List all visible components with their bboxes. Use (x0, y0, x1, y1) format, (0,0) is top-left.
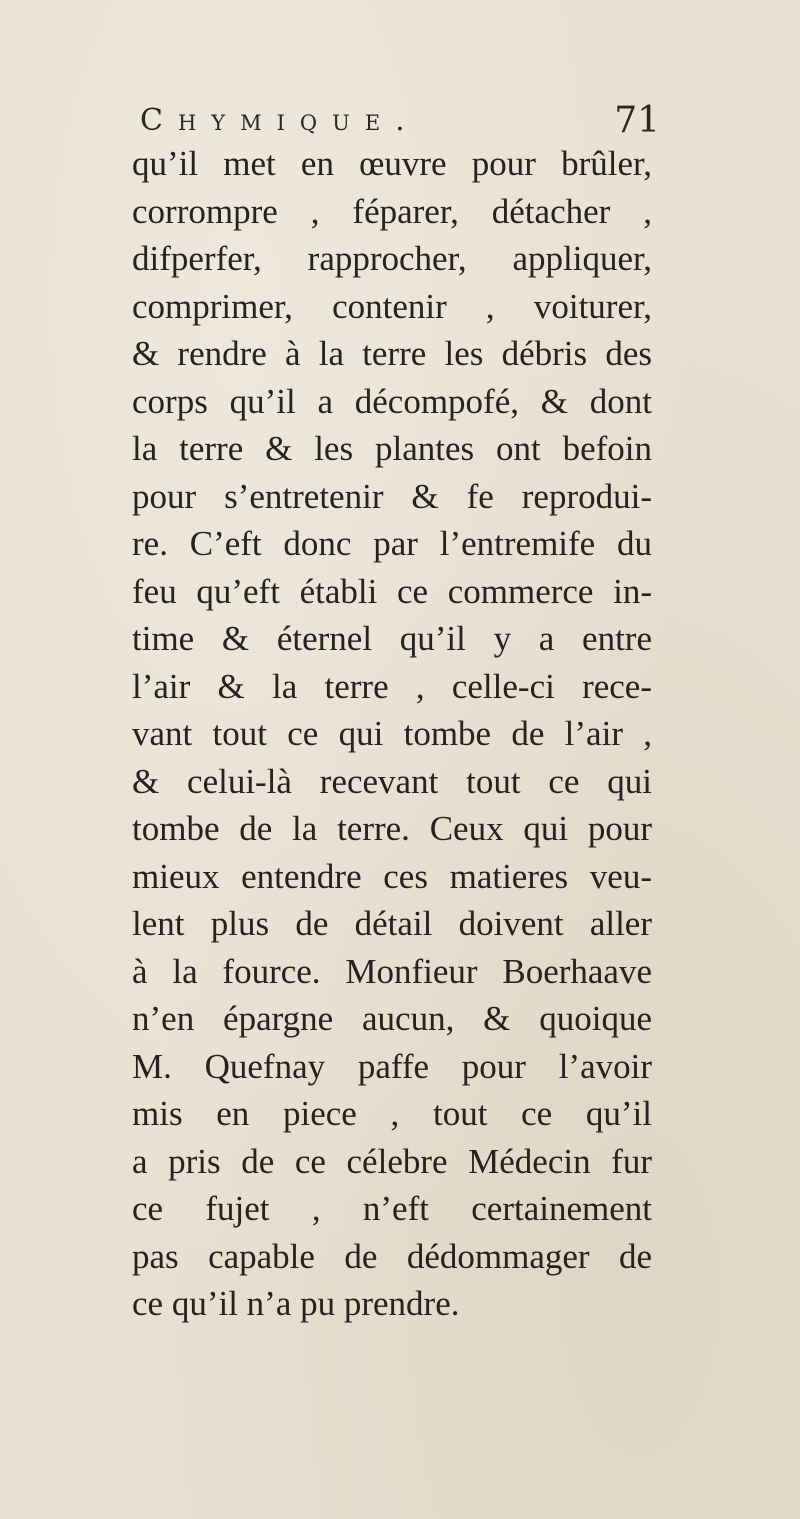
text-line: corrompre , féparer, détacher , (132, 191, 652, 231)
text-line: l’air & la terre , celle-ci rece- (132, 666, 652, 706)
text-line: ce fujet , n’eft certainement (132, 1189, 652, 1228)
text-line: mis en piece , tout ce qu’il (132, 1094, 652, 1133)
body-text (132, 140, 652, 1328)
text-line: corps qu’il a décompofé, & dont (132, 381, 652, 421)
text-line: & celui-là recevant tout ce qui (132, 761, 652, 801)
text-line: ce qu’il n’a pu prendre. (132, 1284, 460, 1323)
text-line: a pris de ce célebre Médecin fur (132, 1141, 652, 1181)
text-line: lent plus de détail doivent aller (132, 904, 652, 943)
text-line: pas capable de dédommager de (132, 1236, 652, 1276)
text-line: pour s’entretenir & fe reprodui- (132, 476, 652, 516)
page-number: 71 (614, 100, 660, 141)
running-title: Chymique. (140, 103, 420, 138)
text-line: qu’il met en œuvre pour brûler, (132, 144, 652, 183)
text-line: & rendre à la terre les débris des (132, 334, 652, 373)
text-line: M. Quefnay paffe pour l’avoir (132, 1046, 652, 1086)
text-line: à la fource. Monfieur Boerhaave (132, 951, 652, 991)
text-line: tombe de la terre. Ceux qui pour (132, 809, 652, 848)
text-line: difperfer, rapprocher, appliquer, (132, 239, 652, 278)
text-line: vant tout ce qui tombe de l’air , (132, 714, 652, 753)
text-line: la terre & les plantes ont befoin (132, 429, 652, 468)
text-line: feu qu’eft établi ce commerce in- (132, 571, 652, 611)
text-line: time & éternel qu’il y a entre (132, 619, 652, 658)
page-header (140, 98, 660, 144)
text-line: n’en épargne aucun, & quoique (132, 999, 652, 1038)
text-line: comprimer, contenir , voiturer, (132, 286, 652, 326)
text-line: re. C’eft donc par l’entremife du (132, 524, 652, 563)
text-line: mieux entendre ces matieres veu- (132, 856, 652, 896)
